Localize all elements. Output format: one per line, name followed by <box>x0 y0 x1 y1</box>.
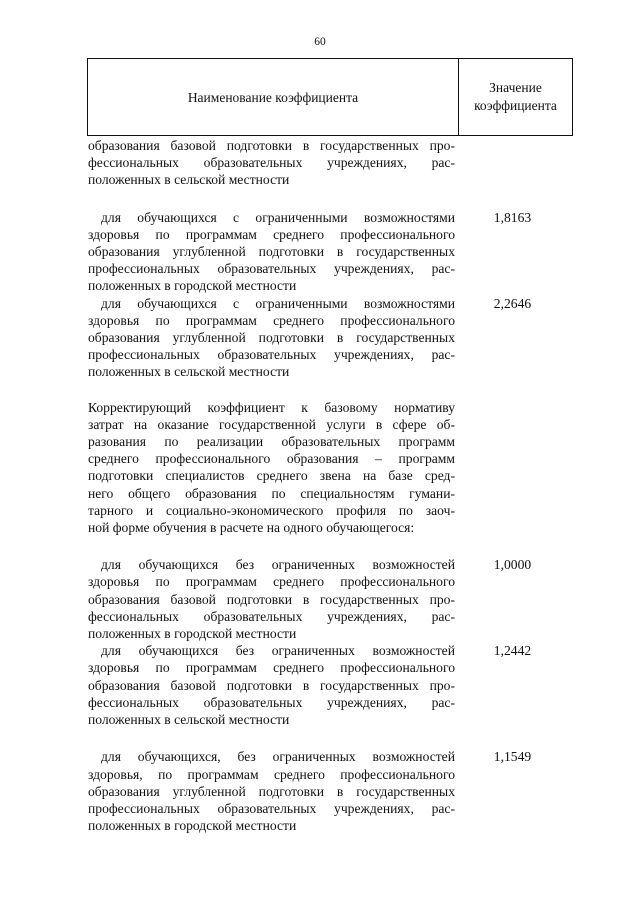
text-line: здоровья по программам среднего профессионального <box>88 574 455 590</box>
column-header-name <box>88 59 459 136</box>
text-line: ной форме обучения в расчете на одного обучающегося: <box>88 520 415 536</box>
text-line: затрат на оказание государственной услуги в сфере об- <box>88 416 455 432</box>
text-line: профессиональных образовательных учреждениях, рас- <box>88 347 455 363</box>
coefficient-name <box>88 295 455 381</box>
coefficient-name <box>88 748 455 834</box>
table-row <box>88 295 570 381</box>
text-line: для обучающихся с ограниченными возможностями <box>101 209 455 225</box>
coefficient-table-body <box>88 137 570 834</box>
coefficient-value: 1,1549 <box>493 749 532 765</box>
table-header <box>87 58 573 136</box>
text-line: положенных в городской местности <box>88 626 297 642</box>
text-line: фессиональных образовательных учреждениях, рас- <box>88 608 455 624</box>
text-line: положенных в сельской местности <box>88 172 290 188</box>
text-line: положенных в городской местности <box>88 278 297 294</box>
text-line: образования базовой подготовки в государственных про- <box>88 677 455 693</box>
coefficient-value: 1,0000 <box>493 557 532 573</box>
text-line: для обучающихся без ограниченных возможностей <box>101 557 455 573</box>
text-line: образования углубленной подготовки в государственных <box>88 244 455 260</box>
table-row <box>88 748 570 834</box>
coefficient-heading <box>88 399 455 537</box>
text-line: здоровья по программам среднего профессионального <box>88 660 455 676</box>
column-header-value <box>459 59 573 136</box>
text-line: тарного и социально-экономического профиля по заоч- <box>88 502 455 518</box>
coefficient-value: 1,2442 <box>493 643 532 659</box>
page-number: 60 <box>314 36 326 48</box>
coefficient-value: 2,2646 <box>493 295 532 311</box>
coefficient-name <box>88 556 455 642</box>
text-line: образования углубленной подготовки в государственных <box>88 330 455 346</box>
text-line: образования базовой подготовки в государственных про- <box>88 591 455 607</box>
table-row <box>88 137 570 189</box>
text-line: для обучающихся с ограниченными возможностями <box>101 295 455 311</box>
coefficient-name <box>88 137 455 189</box>
coefficient-value: 1,8163 <box>493 209 532 225</box>
text-line: положенных в сельской местности <box>88 364 290 380</box>
table-row <box>88 399 570 537</box>
text-line: положенных в сельской местности <box>88 712 290 728</box>
text-line: профессиональных образовательных учреждениях, рас- <box>88 800 455 816</box>
coefficient-value <box>455 137 570 189</box>
text-line: образования базовой подготовки в государственных про- <box>88 138 455 153</box>
text-line: профессиональных образовательных учреждениях, рас- <box>88 261 455 277</box>
text-line: здоровья по программам среднего профессионального <box>88 226 455 242</box>
text-line: Корректирующий коэффициент к базовому нормативу <box>88 399 455 415</box>
coefficient-name <box>88 209 455 295</box>
text-line: подготовки специалистов среднего звена на базе сред- <box>88 468 455 484</box>
coefficient-name <box>88 642 455 728</box>
text-line: фессиональных образовательных учреждениях, рас- <box>88 155 455 171</box>
text-line: него общего образования по специальностям гумани- <box>88 485 455 501</box>
column-header-name-label: Наименование коэффициента <box>187 90 359 105</box>
table-row <box>88 209 570 295</box>
text-line: разования по реализации образовательных программ <box>88 434 455 450</box>
text-line: здоровья, по программам среднего профессионального <box>88 766 455 782</box>
column-header-value-line2: коэффициента <box>474 98 557 113</box>
text-line: здоровья по программам среднего профессионального <box>88 312 455 328</box>
text-line: среднего профессионального образования – программ <box>88 451 455 467</box>
coefficient-value <box>455 399 570 537</box>
text-line: образования углубленной подготовки в государственных <box>88 783 455 799</box>
text-line: фессиональных образовательных учреждениях, рас- <box>88 694 455 710</box>
table-row <box>88 556 570 642</box>
table-row <box>88 642 570 728</box>
text-line: для обучающихся, без ограниченных возможностей <box>101 749 455 765</box>
column-header-value-line1: Значение <box>489 80 542 95</box>
text-line: для обучающихся без ограниченных возможностей <box>101 643 455 659</box>
text-line: положенных в городской местности <box>88 818 297 834</box>
